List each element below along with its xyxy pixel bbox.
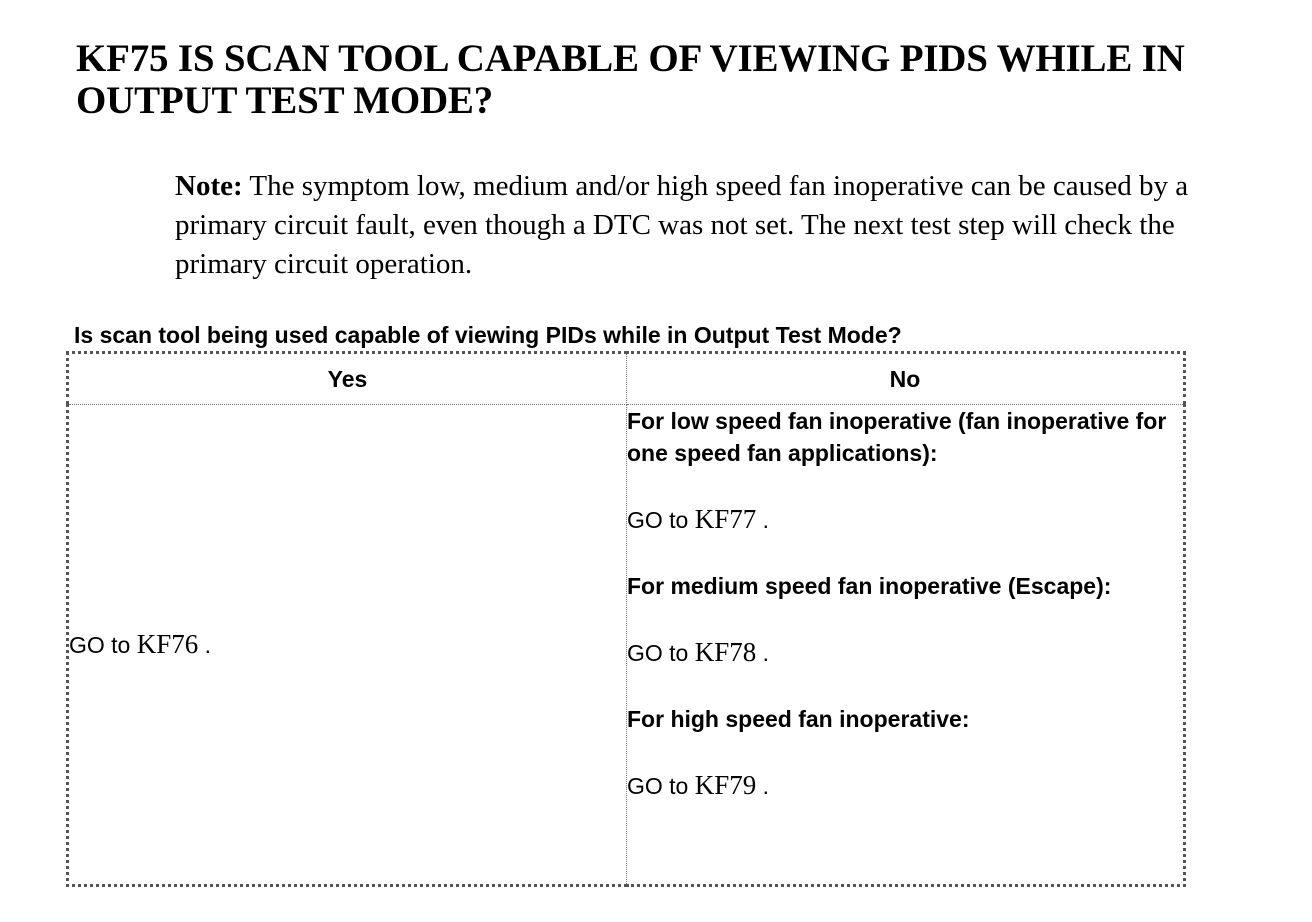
- no-go-to-high: [627, 769, 1183, 802]
- decision-table: [66, 351, 1186, 887]
- go-to-prefix: GO to: [627, 773, 695, 799]
- answer-row: [68, 405, 1185, 886]
- condition-high-speed: For high speed fan inoperative:: [627, 706, 970, 732]
- yes-go-to: [69, 628, 626, 661]
- go-to-suffix: .: [756, 507, 770, 533]
- no-go-to-low: [627, 503, 1183, 536]
- no-column-header: No: [627, 353, 1185, 405]
- yes-answer-cell: [68, 405, 627, 886]
- no-go-to-medium: [627, 636, 1183, 669]
- go-to-prefix: GO to: [627, 507, 695, 533]
- step-heading: KF75 IS SCAN TOOL CAPABLE OF VIEWING PIDS WHILE IN OUTPUT TEST MODE?: [76, 37, 1185, 122]
- header-row: [68, 353, 1185, 405]
- no-answer-cell: [627, 405, 1185, 886]
- note-text: The symptom low, medium and/or high speed fan inoperative can be caused by a primary circuit fault, even though a DTC was not set. The next test step will check the primary circuit operation.: [175, 170, 1189, 280]
- go-to-suffix: .: [756, 640, 770, 666]
- step-link-kf79[interactable]: KF79: [694, 770, 757, 800]
- go-to-suffix: .: [756, 773, 770, 799]
- go-to-suffix: .: [198, 632, 212, 658]
- yes-column-header: Yes: [68, 353, 627, 405]
- step-link-kf78[interactable]: KF78: [694, 637, 757, 667]
- note-label: Note:: [175, 170, 243, 202]
- go-to-prefix: GO to: [627, 640, 695, 666]
- question-caption: Is scan tool being used capable of viewing PIDs while in Output Test Mode?: [74, 322, 902, 348]
- step-link-kf77[interactable]: KF77: [694, 504, 757, 534]
- step-link-kf76[interactable]: KF76: [136, 629, 199, 659]
- note-paragraph: [175, 167, 1255, 284]
- condition-medium-speed: For medium speed fan inoperative (Escape):: [627, 573, 1112, 599]
- condition-low-speed: For low speed fan inoperative (fan inoperative for one speed fan applications):: [627, 408, 1167, 466]
- go-to-prefix: GO to: [69, 632, 137, 658]
